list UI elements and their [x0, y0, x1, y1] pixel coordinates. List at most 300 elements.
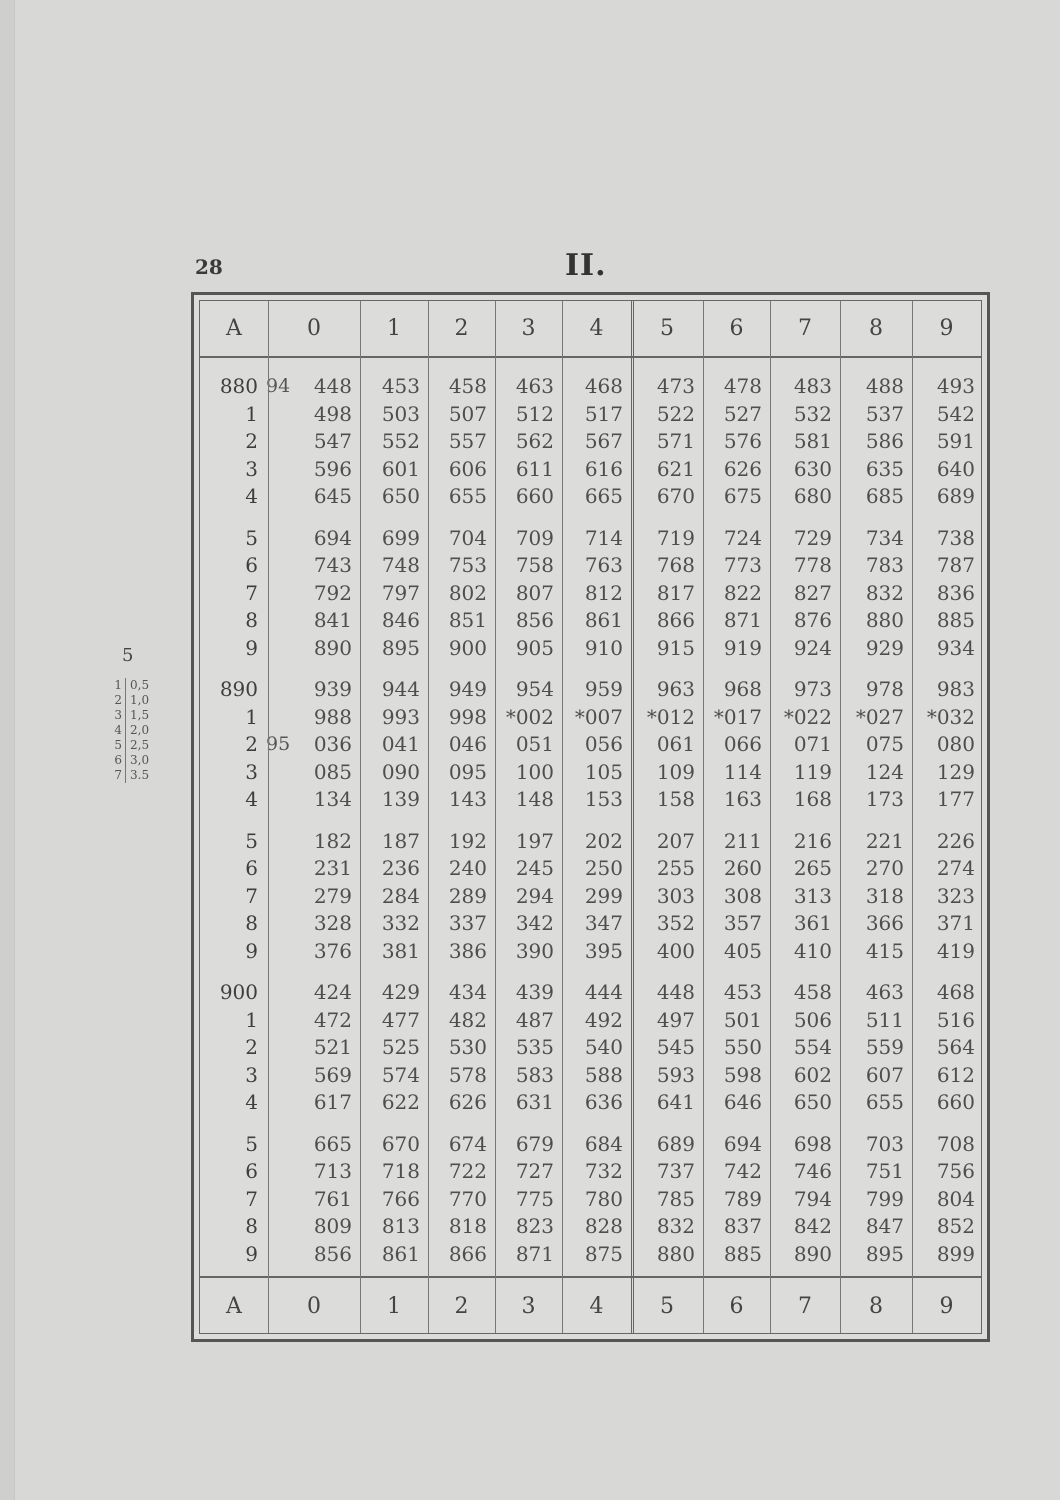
- table-row: [200, 786, 981, 812]
- proportional-parts-value: 3,0: [130, 753, 150, 767]
- table-row: [200, 828, 981, 854]
- mantissa-cell: 429: [381, 980, 420, 1004]
- mantissa-cell: 400: [656, 938, 695, 963]
- mantissa-cell: 698: [793, 1131, 832, 1156]
- mantissa-cell: 983: [936, 677, 975, 701]
- argument-cell: 1: [245, 1007, 258, 1032]
- footer-digit-2: 2: [454, 1293, 469, 1319]
- mantissa-cell: 665: [584, 484, 623, 508]
- proportional-parts-value: 1,5: [130, 708, 150, 722]
- mantissa-cell: 562: [515, 429, 554, 453]
- mantissa-cell: 483: [793, 374, 832, 398]
- mantissa-cell: 742: [723, 1159, 762, 1183]
- mantissa-cell: 448: [656, 980, 695, 1004]
- argument-cell: 1: [245, 704, 258, 729]
- mantissa-cell: 607: [865, 1062, 904, 1087]
- mantissa-cell: 612: [936, 1062, 975, 1087]
- table-row: [200, 1213, 981, 1239]
- proportional-parts-row: [106, 768, 176, 783]
- mantissa-cell: 478: [723, 374, 762, 398]
- table-row: [200, 373, 981, 399]
- mantissa-cell: 105: [584, 759, 623, 784]
- mantissa-cell: 197: [515, 828, 554, 853]
- mantissa-cell: 650: [793, 1090, 832, 1114]
- mantissa-cell: 827: [793, 580, 832, 605]
- mantissa-cell: 463: [865, 980, 904, 1004]
- table-row: [200, 855, 981, 881]
- column-rule: [562, 301, 563, 1333]
- proportional-parts-row: [106, 753, 176, 768]
- proportional-parts-value: 3.5: [130, 768, 150, 782]
- mantissa-cell: 890: [793, 1241, 832, 1266]
- mantissa-cell: 498: [313, 401, 352, 426]
- proportional-parts-value: 2,0: [130, 723, 150, 737]
- mantissa-cell: 915: [656, 635, 695, 660]
- mantissa-cell: 448: [313, 374, 352, 398]
- argument-cell: 5: [245, 828, 258, 853]
- mantissa-cell: 905: [515, 635, 554, 660]
- mantissa-cell: 545: [656, 1035, 695, 1059]
- page-number: 28: [195, 255, 223, 279]
- mantissa-cell: 817: [656, 580, 695, 605]
- argument-cell: 900: [219, 980, 258, 1004]
- mantissa-cell: 890: [313, 635, 352, 660]
- mantissa-cell: 703: [865, 1131, 904, 1156]
- mantissa-cell: 822: [723, 580, 762, 605]
- mantissa-cell: 482: [448, 1007, 487, 1032]
- mantissa-cell: 646: [723, 1090, 762, 1114]
- mantissa-cell: 813: [381, 1214, 420, 1238]
- mantissa-cell: 211: [723, 828, 762, 853]
- mantissa-cell: *017: [713, 704, 762, 729]
- mantissa-cell: 732: [584, 1159, 623, 1183]
- column-rule: [268, 301, 269, 1333]
- mantissa-cell: 836: [936, 580, 975, 605]
- mantissa-cell: 390: [515, 938, 554, 963]
- mantissa-cell: 294: [515, 883, 554, 908]
- mantissa-cell: 424: [313, 980, 352, 1004]
- mantissa-cell: 802: [448, 580, 487, 605]
- mantissa-cell: 601: [381, 456, 420, 481]
- mantissa-cell: 743: [313, 553, 352, 577]
- table-footer-row: [200, 1287, 981, 1325]
- footer-digit-4: 4: [589, 1293, 604, 1319]
- mantissa-cell: 753: [448, 553, 487, 577]
- column-rule: [770, 301, 771, 1333]
- mantissa-cell: 689: [656, 1131, 695, 1156]
- table-row: [200, 1186, 981, 1212]
- mantissa-cell: 851: [448, 608, 487, 632]
- mantissa-cell: 694: [313, 525, 352, 550]
- mantissa-cell: 655: [865, 1090, 904, 1114]
- proportional-parts-value: 0,5: [130, 678, 150, 692]
- mantissa-cell: 856: [313, 1241, 352, 1266]
- mantissa-cell: 670: [656, 484, 695, 508]
- mantissa-cell: 973: [793, 677, 832, 701]
- mantissa-cell: 709: [515, 525, 554, 550]
- mantissa-cell: 337: [448, 911, 487, 935]
- table-row: [200, 635, 981, 661]
- mantissa-cell: 284: [381, 883, 420, 908]
- mantissa-cell: 837: [723, 1214, 762, 1238]
- mantissa-cell: 255: [656, 856, 695, 880]
- mantissa-cell: 978: [865, 677, 904, 701]
- mantissa-cell: 729: [793, 525, 832, 550]
- mantissa-cell: 660: [936, 1090, 975, 1114]
- mantissa-cell: 274: [936, 856, 975, 880]
- mantissa-cell: 357: [723, 911, 762, 935]
- log-table: [199, 300, 982, 1334]
- header-digit-6: 6: [729, 315, 744, 341]
- table-row: [200, 731, 981, 757]
- mantissa-cell: 501: [723, 1007, 762, 1032]
- proportional-parts-row: [106, 708, 176, 723]
- mantissa-cell: 645: [313, 484, 352, 508]
- mantissa-cell: 347: [584, 911, 623, 935]
- mantissa-cell: 885: [936, 608, 975, 632]
- mantissa-cell: 861: [584, 608, 623, 632]
- proportional-parts-head: 5: [122, 645, 134, 666]
- mantissa-cell: 492: [584, 1007, 623, 1032]
- mantissa-cell: 766: [381, 1186, 420, 1211]
- argument-cell: 4: [245, 787, 258, 811]
- mantissa-cell: 231: [313, 856, 352, 880]
- header-digit-3: 3: [521, 315, 536, 341]
- mantissa-cell: 622: [381, 1090, 420, 1114]
- argument-cell: 9: [245, 938, 258, 963]
- mantissa-cell: 787: [936, 553, 975, 577]
- mantissa-cell: 586: [865, 429, 904, 453]
- table-row: [200, 401, 981, 427]
- proportional-parts-key: 4: [106, 723, 126, 738]
- mantissa-cell: 910: [584, 635, 623, 660]
- mantissa-cell: 158: [656, 787, 695, 811]
- mantissa-cell: 919: [723, 635, 762, 660]
- table-row: [200, 979, 981, 1005]
- mantissa-cell: 468: [936, 980, 975, 1004]
- mantissa-cell: 621: [656, 456, 695, 481]
- argument-cell: 2: [245, 732, 258, 756]
- mantissa-cell: 924: [793, 635, 832, 660]
- mantissa-cell: 794: [793, 1186, 832, 1211]
- mantissa-cell: 751: [865, 1159, 904, 1183]
- mantissa-cell: 066: [723, 732, 762, 756]
- mantissa-cell: 552: [381, 429, 420, 453]
- mantissa-cell: 240: [448, 856, 487, 880]
- mantissa-cell: 746: [793, 1159, 832, 1183]
- table-row: [200, 1062, 981, 1088]
- mantissa-cell: 100: [515, 759, 554, 784]
- proportional-parts-key: 7: [106, 768, 126, 783]
- mantissa-cell: 761: [313, 1186, 352, 1211]
- mantissa-cell: 818: [448, 1214, 487, 1238]
- mantissa-cell: 939: [313, 677, 352, 701]
- mantissa-cell: 763: [584, 553, 623, 577]
- leading-digits-cell: 95: [266, 733, 291, 755]
- mantissa-cell: 812: [584, 580, 623, 605]
- mantissa-cell: 789: [723, 1186, 762, 1211]
- mantissa-cell: 075: [865, 732, 904, 756]
- mantissa-cell: 453: [381, 374, 420, 398]
- mantissa-cell: 630: [793, 456, 832, 481]
- argument-cell: 2: [245, 429, 258, 453]
- argument-cell: 5: [245, 1131, 258, 1156]
- mantissa-cell: 497: [656, 1007, 695, 1032]
- argument-cell: 6: [245, 1159, 258, 1183]
- mantissa-cell: 487: [515, 1007, 554, 1032]
- mantissa-cell: 993: [381, 704, 420, 729]
- proportional-parts-key: 5: [106, 738, 126, 753]
- table-row: [200, 483, 981, 509]
- mantissa-cell: 250: [584, 856, 623, 880]
- mantissa-cell: 299: [584, 883, 623, 908]
- header-digit-8: 8: [869, 315, 883, 341]
- mantissa-cell: 866: [448, 1241, 487, 1266]
- mantissa-cell: 737: [656, 1159, 695, 1183]
- footer-digit-3: 3: [521, 1293, 536, 1319]
- mantissa-cell: 434: [448, 980, 487, 1004]
- mantissa-cell: 841: [313, 608, 352, 632]
- argument-cell: 4: [245, 1090, 258, 1114]
- proportional-parts-key: 2: [106, 693, 126, 708]
- mantissa-cell: 876: [793, 608, 832, 632]
- mantissa-cell: 797: [381, 580, 420, 605]
- mantissa-cell: 226: [936, 828, 975, 853]
- mantissa-cell: *012: [646, 704, 695, 729]
- table-row: [200, 676, 981, 702]
- column-rule: [631, 301, 634, 1333]
- mantissa-cell: 880: [865, 608, 904, 632]
- mantissa-cell: 550: [723, 1035, 762, 1059]
- mantissa-cell: 503: [381, 401, 420, 426]
- mantissa-cell: 124: [865, 759, 904, 784]
- mantissa-cell: *032: [926, 704, 975, 729]
- mantissa-cell: 768: [656, 553, 695, 577]
- mantissa-cell: 574: [381, 1062, 420, 1087]
- mantissa-cell: 963: [656, 677, 695, 701]
- mantissa-cell: 823: [515, 1214, 554, 1238]
- mantissa-cell: 473: [656, 374, 695, 398]
- mantissa-cell: 527: [723, 401, 762, 426]
- mantissa-cell: 129: [936, 759, 975, 784]
- mantissa-cell: 521: [313, 1035, 352, 1059]
- mantissa-cell: 163: [723, 787, 762, 811]
- mantissa-cell: 832: [865, 580, 904, 605]
- argument-cell: 6: [245, 553, 258, 577]
- mantissa-cell: 236: [381, 856, 420, 880]
- mantissa-cell: 871: [515, 1241, 554, 1266]
- mantissa-cell: 303: [656, 883, 695, 908]
- mantissa-cell: 453: [723, 980, 762, 1004]
- proportional-parts-row: [106, 693, 176, 708]
- mantissa-cell: 525: [381, 1035, 420, 1059]
- footer-digit-0: 0: [307, 1293, 321, 1319]
- mantissa-cell: 119: [793, 759, 832, 784]
- footer-digit-6: 6: [729, 1293, 744, 1319]
- mantissa-cell: 516: [936, 1007, 975, 1032]
- mantissa-cell: 095: [448, 759, 487, 784]
- header-digit-4: 4: [589, 315, 604, 341]
- mantissa-cell: 616: [584, 456, 623, 481]
- header-digit-0: 0: [307, 315, 321, 341]
- mantissa-cell: 472: [313, 1007, 352, 1032]
- mantissa-cell: 900: [448, 635, 487, 660]
- mantissa-cell: 207: [656, 828, 695, 853]
- mantissa-cell: 674: [448, 1131, 487, 1156]
- mantissa-cell: 581: [793, 429, 832, 453]
- mantissa-cell: 332: [381, 911, 420, 935]
- mantissa-cell: 109: [656, 759, 695, 784]
- mantissa-cell: 756: [936, 1159, 975, 1183]
- mantissa-cell: 704: [448, 525, 487, 550]
- mantissa-cell: 578: [448, 1062, 487, 1087]
- mantissa-cell: 713: [313, 1159, 352, 1183]
- mantissa-cell: 636: [584, 1090, 623, 1114]
- footer-digit-7: 7: [798, 1293, 812, 1319]
- mantissa-cell: 708: [936, 1131, 975, 1156]
- mantissa-cell: 641: [656, 1090, 695, 1114]
- mantissa-cell: 852: [936, 1214, 975, 1238]
- argument-cell: 3: [245, 759, 258, 784]
- mantissa-cell: 216: [793, 828, 832, 853]
- mantissa-cell: 192: [448, 828, 487, 853]
- mantissa-cell: 670: [381, 1131, 420, 1156]
- header-digit-1: 1: [387, 315, 401, 341]
- argument-cell: 8: [245, 1214, 258, 1238]
- mantissa-cell: 439: [515, 980, 554, 1004]
- mantissa-cell: 775: [515, 1186, 554, 1211]
- mantissa-cell: 598: [723, 1062, 762, 1087]
- mantissa-cell: 342: [515, 911, 554, 935]
- argument-cell: 3: [245, 1062, 258, 1087]
- mantissa-cell: 895: [865, 1241, 904, 1266]
- footer-digit-9: 9: [939, 1293, 954, 1319]
- mantissa-cell: 530: [448, 1035, 487, 1059]
- mantissa-cell: 606: [448, 456, 487, 481]
- mantissa-cell: 535: [515, 1035, 554, 1059]
- mantissa-cell: 507: [448, 401, 487, 426]
- mantissa-cell: 602: [793, 1062, 832, 1087]
- table-header-row: [200, 309, 981, 347]
- mantissa-cell: 114: [723, 759, 762, 784]
- mantissa-cell: 635: [865, 456, 904, 481]
- mantissa-cell: 804: [936, 1186, 975, 1211]
- mantissa-cell: 468: [584, 374, 623, 398]
- table-row: [200, 938, 981, 964]
- column-rule: [428, 301, 429, 1333]
- mantissa-cell: 085: [313, 759, 352, 784]
- mantissa-cell: 036: [313, 732, 352, 756]
- mantissa-cell: 679: [515, 1131, 554, 1156]
- mantissa-cell: 352: [656, 911, 695, 935]
- mantissa-cell: 675: [723, 484, 762, 508]
- mantissa-cell: 444: [584, 980, 623, 1004]
- mantissa-cell: 885: [723, 1241, 762, 1266]
- mantissa-cell: 557: [448, 429, 487, 453]
- mantissa-cell: 143: [448, 787, 487, 811]
- mantissa-cell: 458: [448, 374, 487, 398]
- mantissa-cell: 260: [723, 856, 762, 880]
- mantissa-cell: 173: [865, 787, 904, 811]
- table-row: [200, 704, 981, 730]
- mantissa-cell: 792: [313, 580, 352, 605]
- mantissa-cell: *007: [574, 704, 623, 729]
- mantissa-cell: 569: [313, 1062, 352, 1087]
- mantissa-cell: 540: [584, 1035, 623, 1059]
- mantissa-cell: 415: [865, 938, 904, 963]
- mantissa-cell: 511: [865, 1007, 904, 1032]
- mantissa-cell: 245: [515, 856, 554, 880]
- mantissa-cell: 395: [584, 938, 623, 963]
- mantissa-cell: 576: [723, 429, 762, 453]
- mantissa-cell: 477: [381, 1007, 420, 1032]
- mantissa-cell: 934: [936, 635, 975, 660]
- mantissa-cell: 832: [656, 1214, 695, 1238]
- mantissa-cell: 596: [313, 456, 352, 481]
- mantissa-cell: 780: [584, 1186, 623, 1211]
- mantissa-cell: 567: [584, 429, 623, 453]
- footer-digit-1: 1: [387, 1293, 401, 1319]
- mantissa-cell: 660: [515, 484, 554, 508]
- mantissa-cell: 061: [656, 732, 695, 756]
- mantissa-cell: 202: [584, 828, 623, 853]
- mantissa-cell: 182: [313, 828, 352, 853]
- argument-cell: 7: [245, 1186, 258, 1211]
- mantissa-cell: 626: [448, 1090, 487, 1114]
- table-row: [200, 607, 981, 633]
- table-row: [200, 1007, 981, 1033]
- mantissa-cell: 046: [448, 732, 487, 756]
- mantissa-cell: 323: [936, 883, 975, 908]
- mantissa-cell: 847: [865, 1214, 904, 1238]
- header-digit-5: 5: [660, 315, 674, 341]
- mantissa-cell: 861: [381, 1241, 420, 1266]
- mantissa-cell: 419: [936, 938, 975, 963]
- mantissa-cell: 954: [515, 677, 554, 701]
- mantissa-cell: 532: [793, 401, 832, 426]
- table-row: [200, 759, 981, 785]
- proportional-parts-table: [106, 645, 176, 783]
- mantissa-cell: 665: [313, 1131, 352, 1156]
- mantissa-cell: 564: [936, 1035, 975, 1059]
- mantissa-cell: 866: [656, 608, 695, 632]
- proportional-parts-rows: [106, 678, 176, 783]
- mantissa-cell: 650: [381, 484, 420, 508]
- header-digit-2: 2: [454, 315, 469, 341]
- footer-a: A: [226, 1293, 242, 1319]
- mantissa-cell: 537: [865, 401, 904, 426]
- mantissa-cell: 542: [936, 401, 975, 426]
- mantissa-cell: 770: [448, 1186, 487, 1211]
- table-row: [200, 1241, 981, 1267]
- table-body: [200, 361, 981, 1273]
- mantissa-cell: 493: [936, 374, 975, 398]
- mantissa-cell: 968: [723, 677, 762, 701]
- column-rule: [840, 301, 841, 1333]
- mantissa-cell: 799: [865, 1186, 904, 1211]
- header-a: A: [226, 315, 242, 341]
- mantissa-cell: 588: [584, 1062, 623, 1087]
- mantissa-cell: 361: [793, 911, 832, 935]
- mantissa-cell: 694: [723, 1131, 762, 1156]
- mantissa-cell: 871: [723, 608, 762, 632]
- argument-cell: 890: [219, 677, 258, 701]
- table-row: [200, 1131, 981, 1157]
- mantissa-cell: 041: [381, 732, 420, 756]
- mantissa-cell: 809: [313, 1214, 352, 1238]
- argument-cell: 8: [245, 911, 258, 935]
- column-rule: [912, 301, 913, 1333]
